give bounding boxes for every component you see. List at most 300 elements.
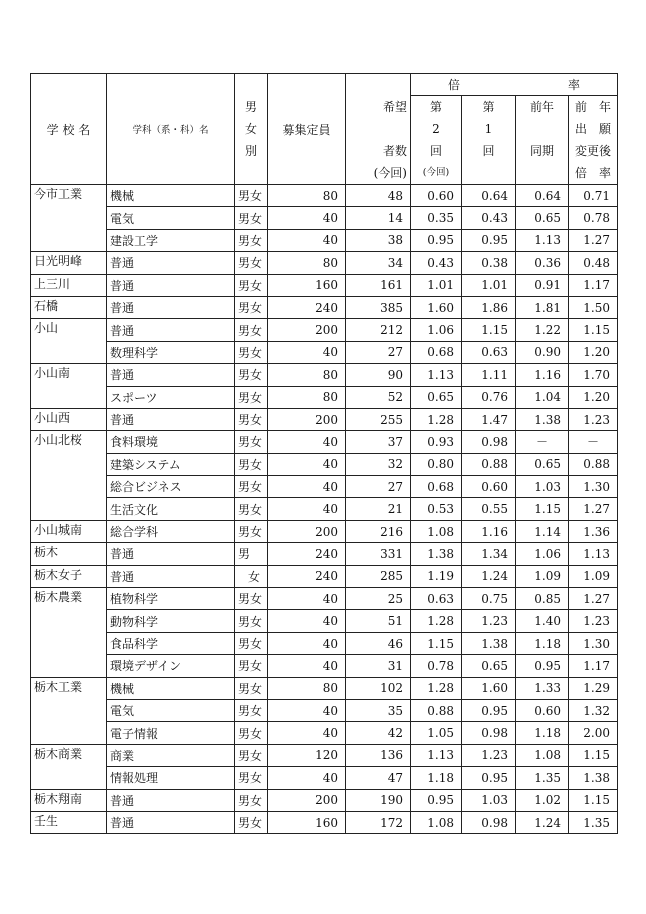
changed-ratio-cell: 0.48 bbox=[569, 252, 618, 274]
table-row bbox=[31, 767, 618, 789]
capacity-cell: 80 bbox=[268, 386, 346, 408]
applicants-cell: 27 bbox=[346, 476, 411, 498]
prev-year-ratio-cell: 1.08 bbox=[516, 744, 569, 766]
table-row bbox=[31, 520, 618, 542]
table-header bbox=[31, 74, 618, 185]
school-name: 小山北桜 bbox=[31, 431, 107, 521]
second-round-ratio-cell: 1.18 bbox=[411, 767, 462, 789]
department-cell: 植物科学 bbox=[107, 588, 235, 610]
prev-year-ratio-cell: － bbox=[516, 431, 569, 453]
school-name: 小山 bbox=[31, 319, 107, 364]
table-row bbox=[31, 610, 618, 632]
changed-ratio-cell: 1.13 bbox=[569, 543, 618, 565]
changed-ratio-cell: 1.23 bbox=[569, 610, 618, 632]
department-cell: 生活文化 bbox=[107, 498, 235, 520]
prev-year-ratio-cell: 1.03 bbox=[516, 476, 569, 498]
table-row bbox=[31, 632, 618, 654]
header-applicants bbox=[346, 74, 411, 185]
applicants-cell: 190 bbox=[346, 789, 411, 811]
school-name: 石橋 bbox=[31, 296, 107, 318]
department-cell: 建築システム bbox=[107, 453, 235, 475]
first-round-ratio-cell: 0.98 bbox=[462, 811, 516, 833]
gender-cell: 男女 bbox=[235, 431, 268, 453]
first-round-ratio-cell: 1.15 bbox=[462, 319, 516, 341]
department-cell: 普通 bbox=[107, 364, 235, 386]
department-cell: 食品科学 bbox=[107, 632, 235, 654]
table-row bbox=[31, 655, 618, 677]
department-cell: 普通 bbox=[107, 296, 235, 318]
capacity-cell: 40 bbox=[268, 207, 346, 229]
second-round-ratio-cell: 1.01 bbox=[411, 274, 462, 296]
capacity-cell: 240 bbox=[268, 296, 346, 318]
second-round-ratio-cell: 0.65 bbox=[411, 386, 462, 408]
header-applicants-3: (今回) bbox=[373, 166, 407, 180]
second-round-ratio-cell: 0.68 bbox=[411, 341, 462, 363]
second-round-ratio-cell: 1.28 bbox=[411, 408, 462, 430]
gender-cell: 男女 bbox=[235, 655, 268, 677]
applicants-cell: 385 bbox=[346, 296, 411, 318]
capacity-cell: 40 bbox=[268, 767, 346, 789]
header-first-round bbox=[462, 96, 516, 185]
second-round-ratio-cell: 1.28 bbox=[411, 677, 462, 699]
gender-cell: 男女 bbox=[235, 229, 268, 251]
header-second-3: 回 bbox=[429, 144, 442, 158]
first-round-ratio-cell: 0.43 bbox=[462, 207, 516, 229]
gender-cell: 男女 bbox=[235, 610, 268, 632]
header-school: 学 校 名 bbox=[31, 74, 107, 185]
department-cell: 環境デザイン bbox=[107, 655, 235, 677]
changed-ratio-cell: 1.30 bbox=[569, 476, 618, 498]
changed-ratio-cell: 1.15 bbox=[569, 319, 618, 341]
department-cell: 電子情報 bbox=[107, 722, 235, 744]
header-prev-2: 同期 bbox=[529, 144, 554, 158]
gender-cell: 女 bbox=[235, 565, 268, 587]
first-round-ratio-cell: 0.63 bbox=[462, 341, 516, 363]
second-round-ratio-cell: 0.43 bbox=[411, 252, 462, 274]
capacity-cell: 240 bbox=[268, 565, 346, 587]
first-round-ratio-cell: 0.95 bbox=[462, 699, 516, 721]
school-name: 栃木商業 bbox=[31, 744, 107, 789]
gender-cell: 男女 bbox=[235, 632, 268, 654]
school-name: 小山西 bbox=[31, 408, 107, 430]
capacity-cell: 200 bbox=[268, 319, 346, 341]
header-prev-spacer bbox=[519, 118, 565, 140]
table-row bbox=[31, 677, 618, 699]
applicants-cell: 37 bbox=[346, 431, 411, 453]
capacity-cell: 160 bbox=[268, 811, 346, 833]
header-ratio-group: 倍 率 bbox=[411, 74, 618, 96]
second-round-ratio-cell: 0.68 bbox=[411, 476, 462, 498]
prev-year-ratio-cell: 0.36 bbox=[516, 252, 569, 274]
capacity-cell: 40 bbox=[268, 632, 346, 654]
department-cell: 電気 bbox=[107, 699, 235, 721]
capacity-cell: 40 bbox=[268, 588, 346, 610]
changed-ratio-cell: 0.78 bbox=[569, 207, 618, 229]
second-round-ratio-cell: 1.13 bbox=[411, 744, 462, 766]
first-round-ratio-cell: 0.76 bbox=[462, 386, 516, 408]
capacity-cell: 80 bbox=[268, 677, 346, 699]
department-cell: 動物科学 bbox=[107, 610, 235, 632]
school-name: 壬生 bbox=[31, 811, 107, 833]
second-round-ratio-cell: 1.08 bbox=[411, 811, 462, 833]
gender-cell: 男女 bbox=[235, 811, 268, 833]
first-round-ratio-cell: 0.55 bbox=[462, 498, 516, 520]
first-round-ratio-cell: 0.60 bbox=[462, 476, 516, 498]
department-cell: 普通 bbox=[107, 565, 235, 587]
capacity-cell: 40 bbox=[268, 431, 346, 453]
gender-cell: 男女 bbox=[235, 319, 268, 341]
prev-year-ratio-cell: 0.85 bbox=[516, 588, 569, 610]
applicants-cell: 32 bbox=[346, 453, 411, 475]
header-second-round bbox=[411, 96, 462, 185]
capacity-cell: 40 bbox=[268, 229, 346, 251]
gender-cell: 男 bbox=[235, 543, 268, 565]
prev-year-ratio-cell: 1.24 bbox=[516, 811, 569, 833]
prev-year-ratio-cell: 1.40 bbox=[516, 610, 569, 632]
first-round-ratio-cell: 1.38 bbox=[462, 632, 516, 654]
changed-ratio-cell: 1.27 bbox=[569, 588, 618, 610]
first-round-ratio-cell: 1.16 bbox=[462, 520, 516, 542]
applicants-cell: 38 bbox=[346, 229, 411, 251]
capacity-cell: 40 bbox=[268, 722, 346, 744]
department-cell: 電気 bbox=[107, 207, 235, 229]
changed-ratio-cell: 1.27 bbox=[569, 498, 618, 520]
school-name: 小山南 bbox=[31, 364, 107, 409]
applicants-cell: 90 bbox=[346, 364, 411, 386]
table-row bbox=[31, 408, 618, 430]
applicants-cell: 216 bbox=[346, 520, 411, 542]
capacity-cell: 40 bbox=[268, 610, 346, 632]
table-row bbox=[31, 789, 618, 811]
prev-year-ratio-cell: 1.15 bbox=[516, 498, 569, 520]
prev-year-ratio-cell: 1.18 bbox=[516, 632, 569, 654]
prev-year-ratio-cell: 1.09 bbox=[516, 565, 569, 587]
first-round-ratio-cell: 1.11 bbox=[462, 364, 516, 386]
header-prev-year bbox=[516, 96, 569, 185]
second-round-ratio-cell: 1.05 bbox=[411, 722, 462, 744]
capacity-cell: 40 bbox=[268, 341, 346, 363]
applicants-cell: 136 bbox=[346, 744, 411, 766]
first-round-ratio-cell: 0.65 bbox=[462, 655, 516, 677]
changed-ratio-cell: 1.23 bbox=[569, 408, 618, 430]
applicants-cell: 47 bbox=[346, 767, 411, 789]
header-changed-ratio bbox=[569, 96, 618, 185]
gender-cell: 男女 bbox=[235, 699, 268, 721]
second-round-ratio-cell: 1.19 bbox=[411, 565, 462, 587]
capacity-cell: 160 bbox=[268, 274, 346, 296]
gender-cell: 男女 bbox=[235, 274, 268, 296]
capacity-cell: 240 bbox=[268, 543, 346, 565]
table-row bbox=[31, 386, 618, 408]
changed-ratio-cell: 1.09 bbox=[569, 565, 618, 587]
header-department: 学科（系・科）名 bbox=[107, 74, 235, 185]
school-name: 栃木農業 bbox=[31, 588, 107, 678]
changed-ratio-cell: 0.88 bbox=[569, 453, 618, 475]
first-round-ratio-cell: 0.95 bbox=[462, 229, 516, 251]
header-gender-text: 男女別 bbox=[244, 100, 257, 158]
table-row bbox=[31, 296, 618, 318]
gender-cell: 男女 bbox=[235, 252, 268, 274]
second-round-ratio-cell: 1.60 bbox=[411, 296, 462, 318]
prev-year-ratio-cell: 1.13 bbox=[516, 229, 569, 251]
changed-ratio-cell: 1.30 bbox=[569, 632, 618, 654]
changed-ratio-cell: 1.20 bbox=[569, 341, 618, 363]
department-cell: 建設工学 bbox=[107, 229, 235, 251]
department-cell: 普通 bbox=[107, 319, 235, 341]
second-round-ratio-cell: 1.15 bbox=[411, 632, 462, 654]
header-applicants-1: 希望 bbox=[382, 100, 407, 114]
applications-table bbox=[30, 73, 618, 834]
table-row bbox=[31, 588, 618, 610]
school-name: 日光明峰 bbox=[31, 252, 107, 274]
table-row bbox=[31, 185, 618, 207]
capacity-cell: 40 bbox=[268, 655, 346, 677]
header-second-2: 2 bbox=[432, 122, 440, 136]
capacity-cell: 40 bbox=[268, 476, 346, 498]
changed-ratio-cell: 1.17 bbox=[569, 274, 618, 296]
capacity-cell: 200 bbox=[268, 789, 346, 811]
applicants-cell: 48 bbox=[346, 185, 411, 207]
first-round-ratio-cell: 1.01 bbox=[462, 274, 516, 296]
first-round-ratio-cell: 0.64 bbox=[462, 185, 516, 207]
prev-year-ratio-cell: 1.02 bbox=[516, 789, 569, 811]
applicants-cell: 35 bbox=[346, 699, 411, 721]
applicants-cell: 14 bbox=[346, 207, 411, 229]
first-round-ratio-cell: 1.03 bbox=[462, 789, 516, 811]
department-cell: 情報処理 bbox=[107, 767, 235, 789]
second-round-ratio-cell: 0.60 bbox=[411, 185, 462, 207]
table-row bbox=[31, 431, 618, 453]
table-row bbox=[31, 543, 618, 565]
gender-cell: 男女 bbox=[235, 476, 268, 498]
department-cell: 普通 bbox=[107, 789, 235, 811]
changed-ratio-cell: 1.38 bbox=[569, 767, 618, 789]
header-gender bbox=[235, 74, 268, 185]
first-round-ratio-cell: 1.24 bbox=[462, 565, 516, 587]
table-body bbox=[31, 185, 618, 834]
capacity-cell: 40 bbox=[268, 699, 346, 721]
changed-ratio-cell: 1.20 bbox=[569, 386, 618, 408]
first-round-ratio-cell: 1.34 bbox=[462, 543, 516, 565]
applicants-cell: 27 bbox=[346, 341, 411, 363]
gender-cell: 男女 bbox=[235, 767, 268, 789]
table-row bbox=[31, 319, 618, 341]
gender-cell: 男女 bbox=[235, 341, 268, 363]
header-second-1: 第 bbox=[429, 100, 442, 114]
capacity-cell: 80 bbox=[268, 364, 346, 386]
capacity-cell: 80 bbox=[268, 252, 346, 274]
changed-ratio-cell: 1.27 bbox=[569, 229, 618, 251]
applicants-cell: 255 bbox=[346, 408, 411, 430]
prev-year-ratio-cell: 1.22 bbox=[516, 319, 569, 341]
prev-year-ratio-cell: 1.33 bbox=[516, 677, 569, 699]
applicants-cell: 21 bbox=[346, 498, 411, 520]
gender-cell: 男女 bbox=[235, 296, 268, 318]
changed-ratio-cell: 1.17 bbox=[569, 655, 618, 677]
changed-ratio-cell: 1.50 bbox=[569, 296, 618, 318]
table-row bbox=[31, 453, 618, 475]
gender-cell: 男女 bbox=[235, 185, 268, 207]
capacity-cell: 40 bbox=[268, 498, 346, 520]
school-name: 今市工業 bbox=[31, 185, 107, 252]
first-round-ratio-cell: 0.75 bbox=[462, 588, 516, 610]
header-first-3: 回 bbox=[482, 144, 495, 158]
school-name: 栃木工業 bbox=[31, 677, 107, 744]
header-first-1: 第 bbox=[482, 100, 495, 114]
applicants-cell: 46 bbox=[346, 632, 411, 654]
first-round-ratio-cell: 1.23 bbox=[462, 610, 516, 632]
header-changed-3: 変更後 bbox=[575, 144, 612, 158]
second-round-ratio-cell: 0.80 bbox=[411, 453, 462, 475]
applicants-cell: 212 bbox=[346, 319, 411, 341]
table-row bbox=[31, 565, 618, 587]
header-applicants-2: 者数 bbox=[382, 144, 407, 158]
changed-ratio-cell: 0.71 bbox=[569, 185, 618, 207]
department-cell: 普通 bbox=[107, 274, 235, 296]
second-round-ratio-cell: 0.93 bbox=[411, 431, 462, 453]
changed-ratio-cell: 1.35 bbox=[569, 811, 618, 833]
department-cell: 普通 bbox=[107, 252, 235, 274]
changed-ratio-cell: 1.36 bbox=[569, 520, 618, 542]
school-name: 上三川 bbox=[31, 274, 107, 296]
gender-cell: 男女 bbox=[235, 677, 268, 699]
gender-cell: 男女 bbox=[235, 789, 268, 811]
prev-year-ratio-cell: 1.81 bbox=[516, 296, 569, 318]
gender-cell: 男女 bbox=[235, 588, 268, 610]
applicants-cell: 102 bbox=[346, 677, 411, 699]
second-round-ratio-cell: 0.78 bbox=[411, 655, 462, 677]
second-round-ratio-cell: 0.53 bbox=[411, 498, 462, 520]
changed-ratio-cell: － bbox=[569, 431, 618, 453]
first-round-ratio-cell: 0.88 bbox=[462, 453, 516, 475]
second-round-ratio-cell: 1.38 bbox=[411, 543, 462, 565]
department-cell: 機械 bbox=[107, 185, 235, 207]
school-name: 小山城南 bbox=[31, 520, 107, 542]
changed-ratio-cell: 1.32 bbox=[569, 699, 618, 721]
department-cell: 総合学科 bbox=[107, 520, 235, 542]
second-round-ratio-cell: 1.08 bbox=[411, 520, 462, 542]
table-row bbox=[31, 744, 618, 766]
header-changed-1: 前 年 bbox=[575, 100, 612, 114]
second-round-ratio-cell: 1.13 bbox=[411, 364, 462, 386]
department-cell: 食料環境 bbox=[107, 431, 235, 453]
changed-ratio-cell: 1.70 bbox=[569, 364, 618, 386]
prev-year-ratio-cell: 0.95 bbox=[516, 655, 569, 677]
changed-ratio-cell: 1.15 bbox=[569, 789, 618, 811]
second-round-ratio-cell: 1.28 bbox=[411, 610, 462, 632]
second-round-ratio-cell: 0.95 bbox=[411, 229, 462, 251]
applicants-cell: 31 bbox=[346, 655, 411, 677]
department-cell: 商業 bbox=[107, 744, 235, 766]
changed-ratio-cell: 1.15 bbox=[569, 744, 618, 766]
department-cell: 普通 bbox=[107, 543, 235, 565]
gender-cell: 男女 bbox=[235, 408, 268, 430]
prev-year-ratio-cell: 1.38 bbox=[516, 408, 569, 430]
first-round-ratio-cell: 0.98 bbox=[462, 431, 516, 453]
department-cell: 数理科学 bbox=[107, 341, 235, 363]
prev-year-ratio-cell: 0.64 bbox=[516, 185, 569, 207]
header-capacity: 募集定員 bbox=[268, 74, 346, 185]
applicants-cell: 161 bbox=[346, 274, 411, 296]
table-row bbox=[31, 476, 618, 498]
capacity-cell: 80 bbox=[268, 185, 346, 207]
gender-cell: 男女 bbox=[235, 453, 268, 475]
second-round-ratio-cell: 0.35 bbox=[411, 207, 462, 229]
gender-cell: 男女 bbox=[235, 364, 268, 386]
applicants-cell: 42 bbox=[346, 722, 411, 744]
applicants-cell: 51 bbox=[346, 610, 411, 632]
table-row bbox=[31, 811, 618, 833]
applicants-cell: 25 bbox=[346, 588, 411, 610]
school-name: 栃木女子 bbox=[31, 565, 107, 587]
table-row bbox=[31, 699, 618, 721]
header-second-4: (今回) bbox=[422, 167, 450, 178]
gender-cell: 男女 bbox=[235, 520, 268, 542]
second-round-ratio-cell: 1.06 bbox=[411, 319, 462, 341]
gender-cell: 男女 bbox=[235, 722, 268, 744]
table-row bbox=[31, 252, 618, 274]
department-cell: スポーツ bbox=[107, 386, 235, 408]
prev-year-ratio-cell: 0.90 bbox=[516, 341, 569, 363]
second-round-ratio-cell: 0.63 bbox=[411, 588, 462, 610]
prev-year-ratio-cell: 1.04 bbox=[516, 386, 569, 408]
first-round-ratio-cell: 0.38 bbox=[462, 252, 516, 274]
prev-year-ratio-cell: 1.18 bbox=[516, 722, 569, 744]
prev-year-ratio-cell: 0.91 bbox=[516, 274, 569, 296]
prev-year-ratio-cell: 1.35 bbox=[516, 767, 569, 789]
prev-year-ratio-cell: 1.06 bbox=[516, 543, 569, 565]
changed-ratio-cell: 2.00 bbox=[569, 722, 618, 744]
department-cell: 普通 bbox=[107, 408, 235, 430]
applicants-cell: 285 bbox=[346, 565, 411, 587]
applicants-cell: 52 bbox=[346, 386, 411, 408]
gender-cell: 男女 bbox=[235, 498, 268, 520]
gender-cell: 男女 bbox=[235, 207, 268, 229]
prev-year-ratio-cell: 0.65 bbox=[516, 453, 569, 475]
first-round-ratio-cell: 1.47 bbox=[462, 408, 516, 430]
table-row bbox=[31, 207, 618, 229]
header-changed-4: 倍 率 bbox=[575, 166, 612, 180]
table-row bbox=[31, 229, 618, 251]
table-row bbox=[31, 498, 618, 520]
header-prev-1: 前年 bbox=[529, 100, 554, 114]
header-applicants-spacer bbox=[349, 118, 407, 140]
first-round-ratio-cell: 1.86 bbox=[462, 296, 516, 318]
first-round-ratio-cell: 0.95 bbox=[462, 767, 516, 789]
table-row bbox=[31, 722, 618, 744]
first-round-ratio-cell: 1.23 bbox=[462, 744, 516, 766]
applicants-cell: 331 bbox=[346, 543, 411, 565]
prev-year-ratio-cell: 0.60 bbox=[516, 699, 569, 721]
department-cell: 総合ビジネス bbox=[107, 476, 235, 498]
table-row bbox=[31, 364, 618, 386]
table-row bbox=[31, 274, 618, 296]
header-first-2: 1 bbox=[484, 122, 493, 136]
capacity-cell: 120 bbox=[268, 744, 346, 766]
capacity-cell: 40 bbox=[268, 453, 346, 475]
prev-year-ratio-cell: 0.65 bbox=[516, 207, 569, 229]
applicants-cell: 34 bbox=[346, 252, 411, 274]
second-round-ratio-cell: 0.95 bbox=[411, 789, 462, 811]
first-round-ratio-cell: 1.60 bbox=[462, 677, 516, 699]
prev-year-ratio-cell: 1.14 bbox=[516, 520, 569, 542]
capacity-cell: 200 bbox=[268, 408, 346, 430]
first-round-ratio-cell: 0.98 bbox=[462, 722, 516, 744]
table-row bbox=[31, 341, 618, 363]
applicants-cell: 172 bbox=[346, 811, 411, 833]
second-round-ratio-cell: 0.88 bbox=[411, 699, 462, 721]
department-cell: 普通 bbox=[107, 811, 235, 833]
